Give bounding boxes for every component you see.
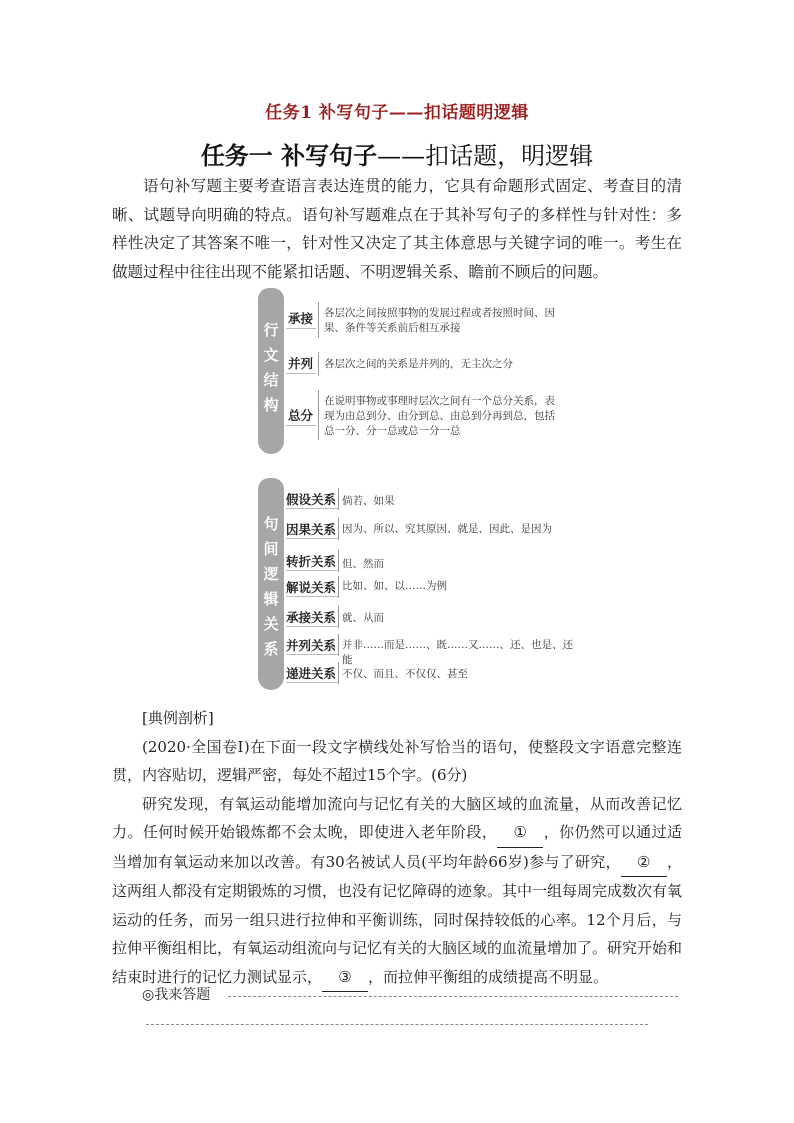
connector-line [286,425,316,426]
desc-line: 各层次之间按照事物的发展过程或者按照时间、因 [324,307,555,319]
intro-text: 语句补写题主要考查语言表达连贯的能力，它具有命题形式固定、考查目的清晰、试题导向明确的特点。语句补写题难点在于其补写句子的多样性与针对性：多样性决定了其答案不唯一，针对性又决定了其主体意思与关键字词的唯一。考生在做题过程中往往出现不能紧扣话题、不明逻辑关系、瞻前不顾后的问题。 [112,177,682,281]
structure-label-chengjie: 承接 [288,311,314,326]
structure-label-binglie: 并列 [288,356,314,371]
logic-diagram [258,478,578,692]
logic-desc: 比如、如、以……为例 [342,580,447,592]
intro-paragraph [112,172,682,286]
connector-line [286,682,338,683]
bracket-line [318,352,319,376]
bar-char: 逻 [263,565,279,583]
bracket-line [338,518,339,540]
page-title-bold: 任务一 补写句子 [200,142,378,170]
logic-label: 假设关系 [286,492,337,507]
logic-bar [258,478,284,690]
structure-desc-chengjie [324,306,584,336]
connector-line [286,596,338,597]
logic-label: 并列关系 [286,638,337,653]
blank-2[interactable]: ② [621,848,667,878]
example-heading: [典例剖析] [142,709,214,727]
desc-line: 总一分、分一总或总一分一总 [324,425,461,437]
desc-line: 现为由总到分、由分到总、由总到分再到总，包括 [324,410,555,422]
page-title-rest: ——扣话题，明逻辑 [377,142,594,170]
bracket-line [318,390,319,440]
bracket-line [338,576,339,598]
passage-text: ，这两组人都没有定期锻炼的习惯，也没有记忆障碍的迹象。其中一组每周完成数次有氧运动的任务，而另一组只进行拉伸和平衡训练，同时保持较低的心率。12个月后，与拉伸平衡组相比，有氧运动组流向与记忆有关的大脑区域的血流量增加了。研究开始和结束时进行的记忆力测试显示， [112,852,683,986]
passage-text: ，你仍然可以通过适当增加有氧运动来加以改善。有30名被试人员(平均年龄66岁)参与了研究， [112,823,682,871]
bracket-line [318,302,319,338]
bracket-line [338,488,339,510]
desc-line: 各层次之间的关系是并列的，无主次之分 [324,358,513,370]
answer-label: ◎我来答题 [142,987,211,1003]
bracket-line [338,606,339,628]
structure-bar [258,288,284,454]
passage-text: 研究发现，有氧运动能增加流向与记忆有关的大脑区域的血流量，从而改善记忆力。任何时候开始锻炼都不会太晚，即使进入老年阶段， [112,794,682,841]
desc-line: 在说明事物或事理时层次之间有一个总分关系，表 [324,395,555,407]
connector-line [286,570,338,571]
structure-diagram [258,288,578,456]
bracket-line [338,550,339,572]
bar-char: 文 [263,346,279,364]
desc-line: 果、条件等关系前后相互承接 [324,322,461,334]
bracket-line [338,634,339,656]
logic-label: 转折关系 [286,554,337,569]
logic-label: 因果关系 [286,522,337,537]
connector-line [286,538,338,539]
bar-char: 辑 [263,590,279,608]
blank-1[interactable]: ① [497,818,543,848]
logic-desc: 因为、所以、究其原因、就是、因此、是因为 [342,523,552,535]
bar-char: 系 [263,640,279,658]
structure-desc-binglie [324,357,584,372]
answer-line-2[interactable] [146,1024,648,1025]
section-red-title: 任务1 补写句子——扣话题明逻辑 [265,103,529,123]
bar-char: 结 [263,371,279,389]
logic-label: 解说关系 [286,580,337,595]
logic-label: 递进关系 [286,666,337,681]
connector-line [286,373,316,374]
example-section [112,704,682,992]
passage-text: ，而拉伸平衡组的成绩提高不明显。 [368,967,609,986]
connector-line [286,626,338,627]
logic-desc: 倘若、如果 [342,495,395,507]
connector-line [286,654,338,655]
bar-char: 行 [263,321,279,339]
blank-3[interactable]: ③ [322,963,368,993]
example-question: (2020·全国卷Ⅰ)在下面一段文字横线处补写恰当的语句，使整段文字语意完整连贯，内容贴切，逻辑严密，每处不超过15个字。(6分) [112,737,682,784]
bracket-line [338,662,339,684]
bar-char: 关 [263,615,279,633]
bar-char: 构 [263,396,279,414]
logic-desc: 不仅、而且、不仅仅、甚至 [342,668,468,680]
connector-line [286,328,316,329]
page-title [0,136,794,171]
bar-char: 间 [263,540,279,558]
bar-char: 句 [263,515,279,533]
structure-desc-zongfen [324,394,584,439]
example-passage [112,790,682,993]
logic-desc: 就、从而 [342,612,384,624]
logic-desc: 并非……而是……、既……又……、还、也是、还能 [342,639,573,666]
logic-label: 承接关系 [286,610,337,625]
logic-desc: 但、然而 [342,558,384,570]
connector-line [286,508,338,509]
answer-line-1[interactable] [228,996,678,997]
structure-label-zongfen: 总分 [288,408,314,423]
